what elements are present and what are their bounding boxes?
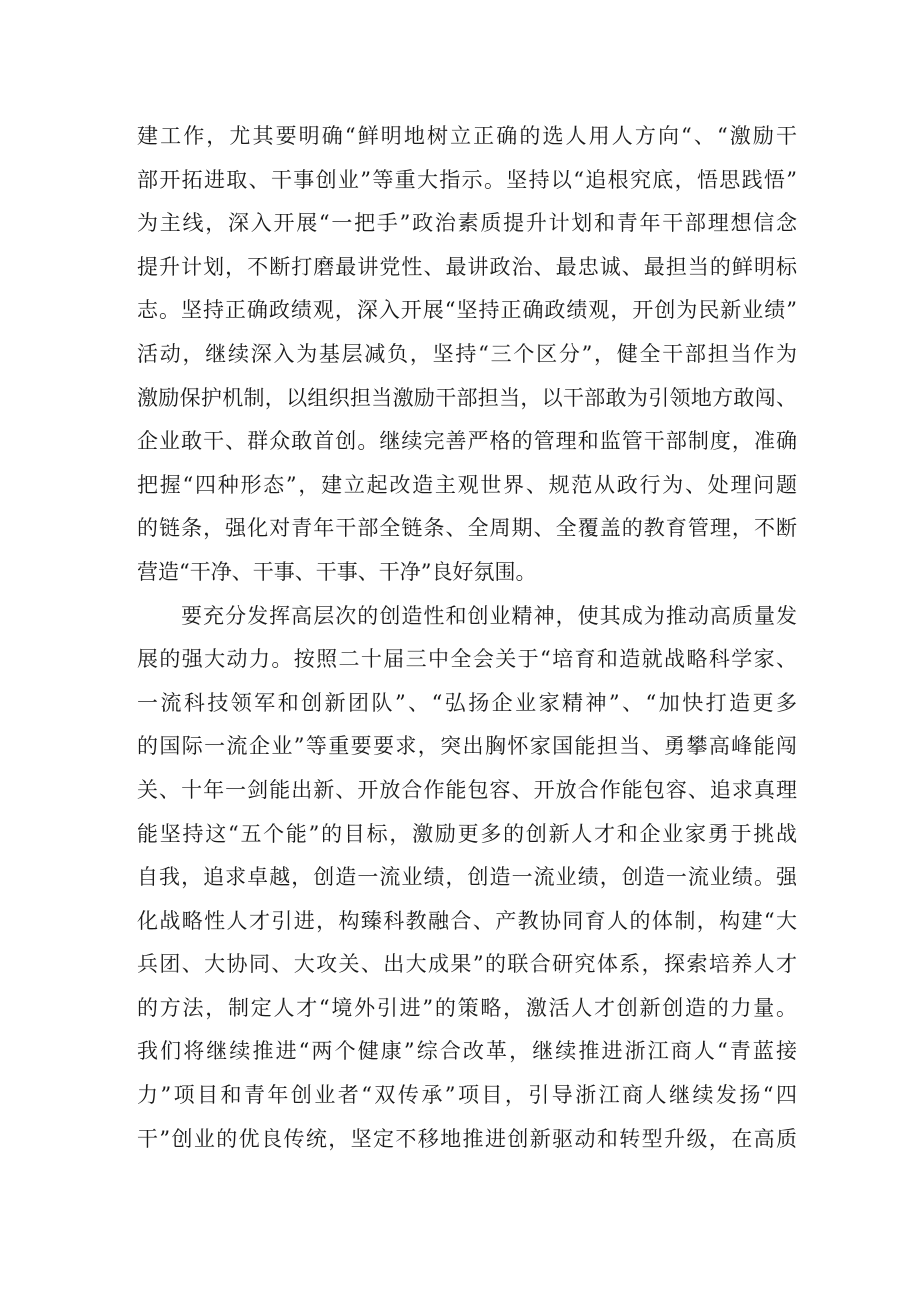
text-line: 建工作，尤其要明确“鲜明地树立正确的选人用人方向“、“激励干 (137, 124, 797, 148)
text-line: 化战略性人才引进，构臻科教融合、产教协同育人的体制，构建“大 (137, 908, 797, 933)
text-line: 激励保护机制，以组织担当激励干部担当，以干部敢为引领地方敢闯、 (137, 385, 797, 410)
document-body (137, 115, 797, 1161)
text-line: 自我，追求卓越，创造一流业绩，创造一流业绩，创造一流业绩。强 (137, 865, 797, 890)
text-line: 一流科技领军和创新团队”、“弘扬企业家精神”、“加快打造更多 (137, 690, 797, 715)
text-line: 要充分发挥高层次的创造性和创业精神，使其成为推动高质量发 (181, 603, 797, 628)
text-line: 志。坚持正确政绩观，深入开展“坚持正确政绩观，开创为民新业绩” (137, 298, 797, 323)
text-line: 企业敢干、群众敢首创。继续完善严格的管理和监管干部制度，准确 (137, 429, 797, 454)
text-line: 提升计划，不断打磨最讲党性、最讲政治、最忠诚、最担当的鲜明标 (137, 254, 797, 279)
text-line: 把握“四种形态”，建立起改造主观世界、规范从政行为、处理问题 (137, 472, 797, 497)
text-line: 干”创业的优良传统，坚定不移地推进创新驱动和转型升级，在高质 (137, 1126, 797, 1151)
text-line: 营造“干净、干事、干事、干净”良好氛围。 (137, 559, 537, 584)
paragraph-2 (137, 595, 797, 1162)
text-line: 我们将继续推进“两个健康”综合改革，继续推进浙江商人“青蓝接 (137, 1039, 797, 1064)
text-line: 的链条，强化对青年干部全链条、全周期、全覆盖的教育管理，不断 (137, 516, 797, 541)
text-line: 关、十年一剑能出新、开放合作能包容、开放合作能包容、追求真理 (137, 777, 797, 802)
text-line: 部开拓进取、干事创业”等重大指示。坚持以“追根究底，悟思践悟” (137, 167, 797, 192)
text-line: 展的强大动力。按照二十届三中全会关于“培育和造就战略科学家、 (137, 647, 797, 672)
text-line: 能坚持这“五个能”的目标，激励更多的创新人才和企业家勇于挑战 (137, 821, 797, 846)
text-line: 兵团、大协同、大攻关、出大成果”的联合研究体系，探索培养人才 (137, 952, 797, 977)
text-line: 为主线，深入开展“一把手”政治素质提升计划和青年干部理想信念 (137, 211, 797, 236)
paragraph-1 (137, 115, 797, 595)
text-line: 活动，继续深入为基层减负，坚持“三个区分”，健全干部担当作为 (137, 341, 797, 366)
text-line: 的国际一流企业”等重要要求，突出胸怀家国能担当、勇攀高峰能闯 (137, 734, 797, 759)
text-line: 的方法，制定人才“境外引进”的策略，激活人才创新创造的力量。 (137, 995, 797, 1020)
text-line: 力”项目和青年创业者“双传承”项目，引导浙江商人继续发扬“四 (137, 1083, 797, 1108)
